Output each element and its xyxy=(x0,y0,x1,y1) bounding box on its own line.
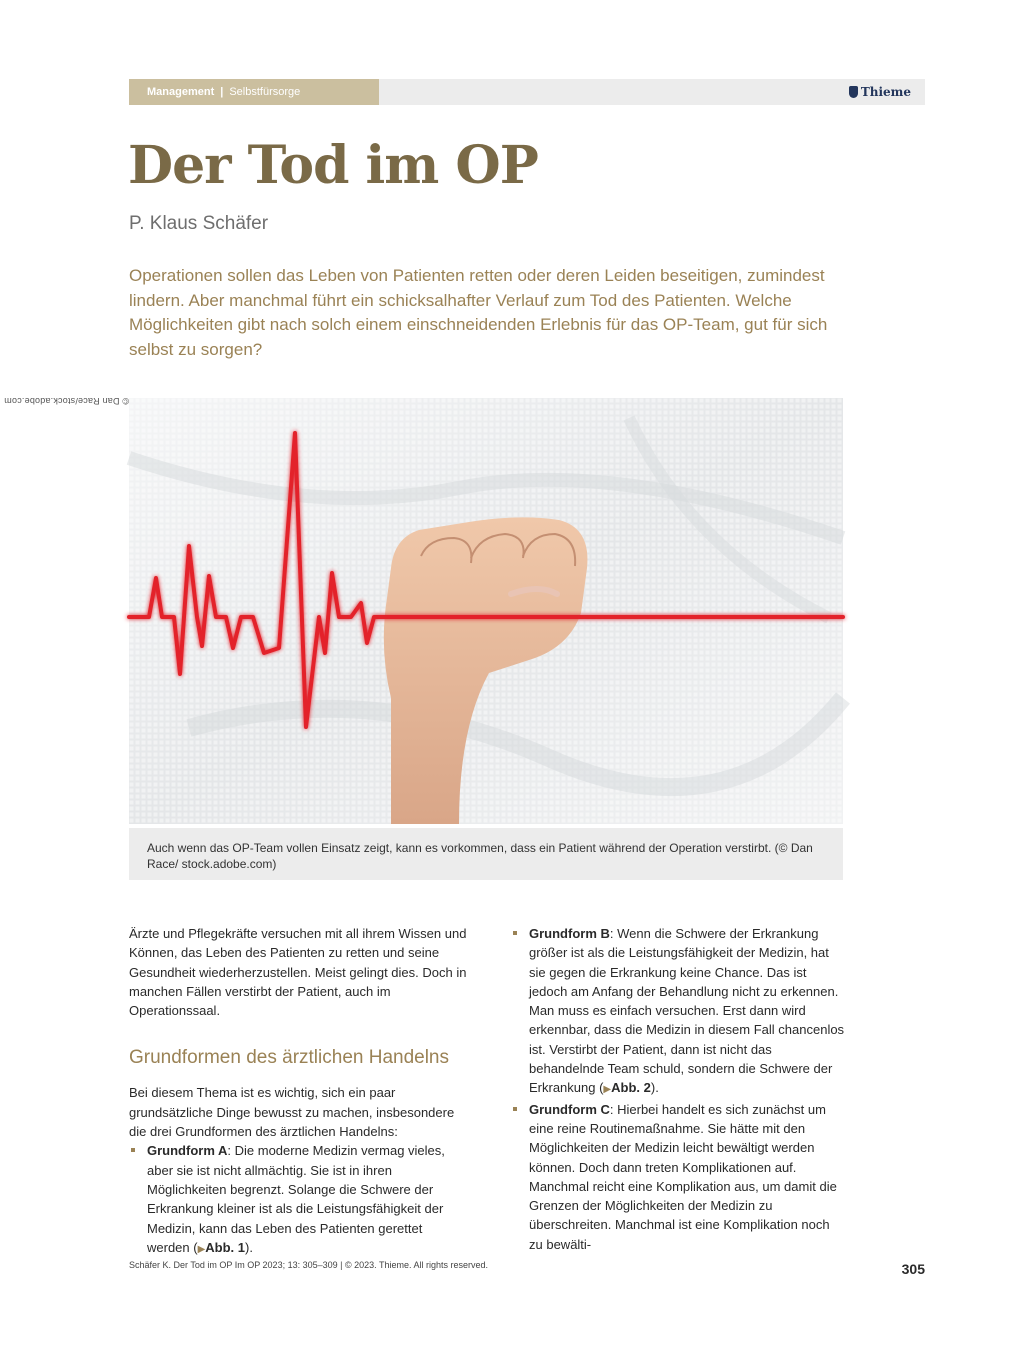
figure-reference-link[interactable]: Abb. 2 xyxy=(611,1080,651,1096)
bullet-icon xyxy=(513,931,517,935)
intro-paragraph: Ärzte und Pflegekräfte versuchen mit all ihrem Wissen und Können, das Leben des Patienten zu retten und seine Gesundheit wiederherzustellen. Meist gelingt dies. Doch in manchen Fällen verstirbt der Patient, auch im Operationssaal. xyxy=(129,926,467,1019)
list-item-end: ). xyxy=(245,1239,253,1255)
list-item-text: : Die moderne Medizin vermag vieles, aber sie ist nicht allmächtig. Sie ist in ihren Möglichkeiten begrenzt. Solange die Schwere der Erkrankung kleiner ist als die Leistungsfähigkeit der Medizin, kann das Leben des Patienten gerettet werden ( xyxy=(147,1143,445,1255)
left-column xyxy=(129,924,467,1259)
section-separator: | xyxy=(220,86,224,98)
article-author: P. Klaus Schäfer xyxy=(129,213,269,234)
subsection-label: Selbstfürsorge xyxy=(229,86,301,98)
section-label: Management xyxy=(147,86,215,98)
list-item xyxy=(511,924,845,1100)
bullet-icon xyxy=(131,1148,135,1152)
image-credit: © Dan Race/stock.adobe.com xyxy=(4,396,129,406)
arrow-right-icon: ▶ xyxy=(603,1084,612,1096)
article-lead: Operationen sollen das Leben von Patienten retten oder deren Leiden beseitigen, zumindest lindern. Aber manchmal führt ein schicksalhafter Verlauf zum Tod des Patienten. Welche Möglichkeiten gibt nach solch einem einschneidenden Erlebnis für das OP-Team, gut für sich selbst zu sorgen? xyxy=(129,266,828,359)
section-tag xyxy=(129,79,379,105)
list-item-end: ). xyxy=(650,1080,659,1096)
figure-caption: Auch wenn das OP-Team vollen Einsatz zeigt, kann es vorkommen, dass ein Patient während der Operation verstirbt. (© Dan Race/ stock.adobe.com) xyxy=(129,828,843,880)
publisher-name: Thieme xyxy=(860,85,911,99)
grundform-list xyxy=(129,1141,467,1259)
section-heading: Grundformen des ärztlichen Handelns xyxy=(129,1047,450,1069)
arrow-right-icon: ▶ xyxy=(197,1243,206,1255)
section-paragraph: Bei diesem Thema ist es wichtig, sich ein paar grundsätzliche Dinge bewusst zu machen, insbesondere die drei Grundformen des ärztlichen Handelns: xyxy=(129,1085,455,1140)
thieme-mark-icon xyxy=(849,86,858,98)
list-item-text: : Hierbei handelt es sich zunächst um eine reine Routinemaßnahme. Sie hätte mit den Möglichkeiten der Medizin leicht bewältigt werden können. Doch dann treten Komplikationen auf. Manchmal reicht eine Komplikation aus, um damit die Grenzen der Möglichkeiten der Medizin zu überschreiten. Manchmal ist eine Komplikation noch zu bewälti- xyxy=(529,1101,837,1252)
fist-ecg-illustration xyxy=(4,396,843,824)
list-item-term: Grundform C xyxy=(529,1101,610,1117)
list-item-term: Grundform A xyxy=(147,1143,228,1159)
publisher-logo xyxy=(849,79,911,105)
list-item xyxy=(129,1141,467,1259)
figure-reference-link[interactable]: Abb. 1 xyxy=(205,1239,246,1255)
citation-footer: Schäfer K. Der Tod im OP Im OP 2023; 13: 305–309 | © 2023. Thieme. All rights reserved. xyxy=(129,1260,488,1270)
bullet-icon xyxy=(513,1107,517,1111)
article-title: Der Tod im OP xyxy=(128,135,538,196)
list-item xyxy=(511,1100,845,1254)
list-item-text: : Wenn die Schwere der Erkrankung größer ist als die Leistungsfähigkeit der Medizin, hat sie gegen die Erkrankung keine Chance. Das ist jedoch am Anfang der Behandlung nicht zu erkennen. Man muss es einfach versuchen. Erst dann wird erkennbar, dass die Medizin in diesem Fall chancenlos ist. Verstirbt der Patient, dann ist nicht das behandelnde Team schuld, sondern die Schwere der Erkrankung ( xyxy=(529,926,845,1096)
header-bar xyxy=(129,79,925,105)
grundform-list-continued xyxy=(511,924,845,1254)
hero-image xyxy=(4,396,843,824)
right-column xyxy=(511,924,845,1254)
list-item-term: Grundform B xyxy=(529,926,610,941)
page-number: 305 xyxy=(901,1261,925,1277)
